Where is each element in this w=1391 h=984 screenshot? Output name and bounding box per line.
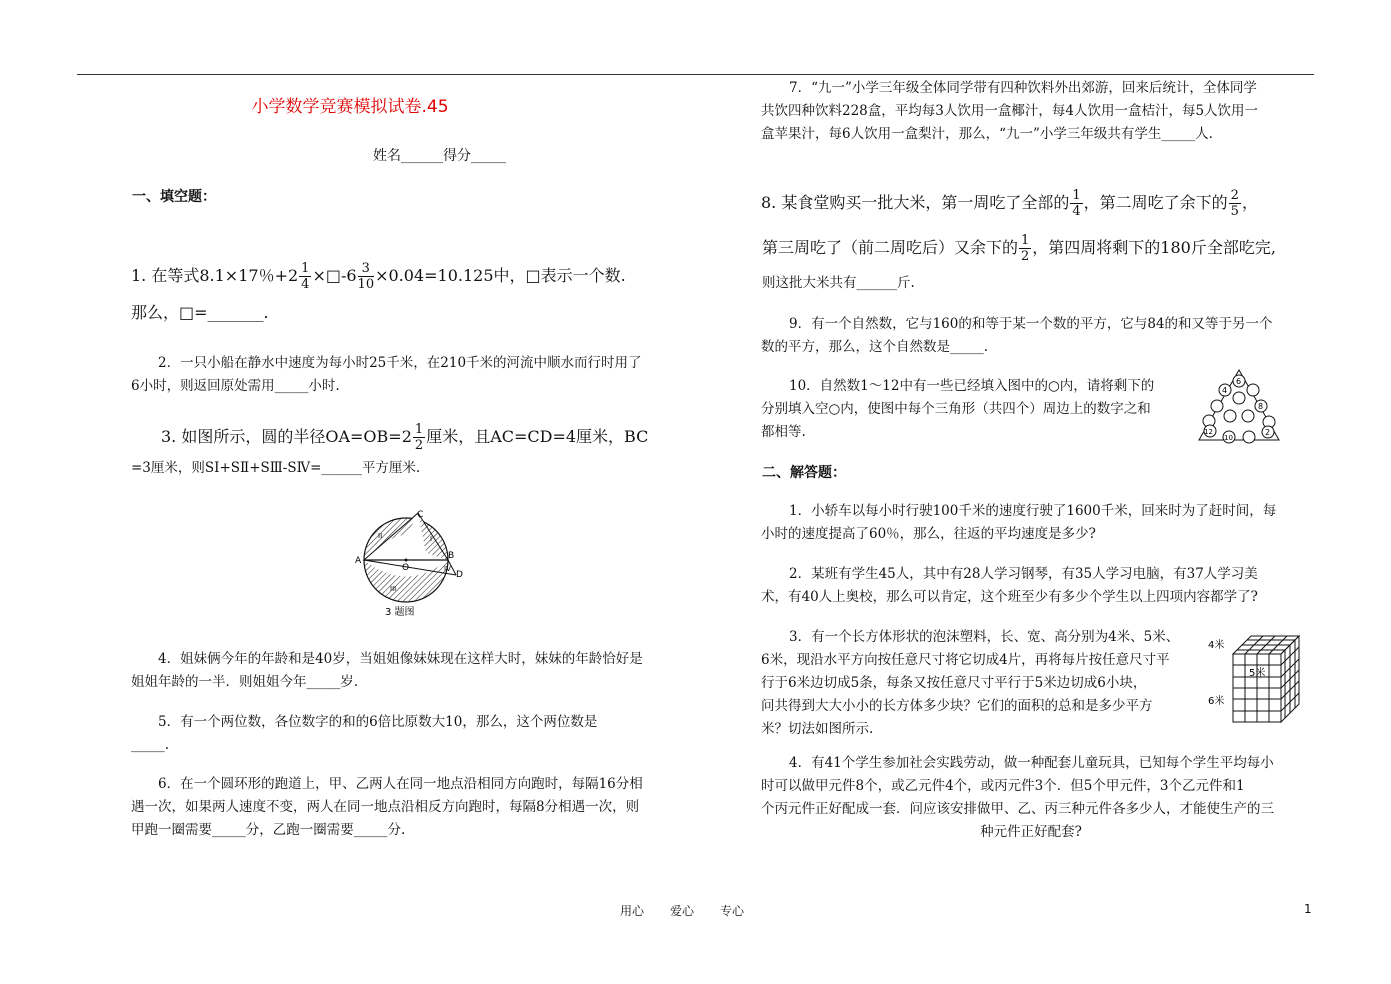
label-iii: III [390, 585, 397, 593]
footer-text-mid: 爱心 [670, 904, 695, 918]
name-score-line: 姓名______得分_____ [373, 148, 506, 164]
label-5m: 5米 [1249, 668, 1266, 679]
q1-fraction-1: $\frac{1}{4}$ [301, 261, 310, 292]
question-1-line1: 1. 在等式8.1×17％+2 $\frac{1}{4}$ ×□-6 $\frac{3}{10}$ ×0.04=10.125中，□表示一个数. [131, 261, 626, 292]
label-b: B [448, 551, 455, 561]
question-8-line1: 8. 某食堂购买一批大米，第一周吃了全部的 $\frac{1}{4}$ ，第二周吃了余下的 $\frac{2}{5}$ ， [761, 188, 1258, 219]
question-7: 7．“九一”小学三年级全体同学带有四种饮料外出郊游，回来后统计，全体同学 共饮四种饮料228盒，平均每3人饮用一盒椰汁，每4人饮用一盒桔汁，每5人饮用一 盒苹果汁，每6人饮用一盒梨汁，那么，“九一”小学三年级共有学生_____人. [761, 80, 1259, 142]
circle-number-8: 8 [1258, 402, 1264, 411]
solve-question-4: 4．有41个学生参加社会实践劳动，做一种配套儿童玩具，已知每个学生平均每小 时可以做甲元件8个，或乙元件4个，或丙元件3个．但5个甲元件，3个乙元件和1 个丙元件正好配成一套．问应该安排做甲、乙、丙三种元件各多少人，才能使生产的三 种元件正好配套? [761, 755, 1274, 840]
label-ii: II [378, 532, 383, 540]
cuboid-figure [1207, 632, 1307, 727]
label-4m: 4米 [1208, 640, 1225, 651]
triangle-figure [1195, 366, 1283, 444]
circle-number-4: 4 [1222, 386, 1228, 395]
question-3-line2: =3厘米，则SⅠ+SⅡ+SⅢ-SⅣ=______平方厘米. [131, 460, 421, 476]
circle-number-10: 10 [1224, 434, 1233, 442]
footer-text-left: 用心 [620, 904, 645, 918]
solve-question-1: 1．小轿车以每小时行驶100千米的速度行驶了1600千米，回来时为了赶时间，每 小时的速度提高了60％，那么，往返的平均速度是多少? [761, 503, 1277, 542]
question-8-line2: 第三周吃了（前二周吃后）又余下的 $\frac{1}{2}$ ，第四周将剩下的180斤全部吃完, [762, 233, 1276, 264]
label-i: I [430, 535, 433, 543]
question-2: 2．一只小船在静水中速度为每小时25千米，在210千米的河流中顺水而行时用了 6小时，则返回原处需用_____小时. [131, 355, 642, 394]
page-title: 小学数学竞赛模拟试卷.45 [251, 97, 449, 117]
footer-text-right: 专心 [720, 904, 745, 918]
header-rule [77, 74, 1314, 75]
circle-number-6: 6 [1236, 377, 1242, 386]
q3-fraction: $\frac{1}{2}$ [414, 422, 424, 453]
section-solve-heading: 二、解答题： [762, 465, 846, 481]
q8-fraction-1: $\frac{1}{4}$ [1072, 188, 1081, 219]
question-5: 5．有一个两位数，各位数字的和的6倍比原数大10，那么，这个两位数是 _____. [131, 714, 598, 753]
question-6: 6．在一个圆环形的跑道上，甲、乙两人在同一地点沿相同方向跑时，每隔16分相 遇一次，如果两人速度不变，两人在同一地点沿相反方向跑时，每隔8分相遇一次，则 甲跑一圈需要_____分，乙跑一圈需要_____分. [131, 776, 643, 838]
figure-caption: 3 题图 [385, 607, 415, 618]
label-c: C [417, 510, 424, 520]
circle-number-12: 12 [1204, 428, 1213, 436]
section-fill-heading: 一、填空题： [132, 189, 216, 205]
q1-fraction-2: $\frac{3}{10}$ [357, 261, 375, 292]
label-iv: IV [444, 565, 451, 573]
label-d: D [456, 570, 463, 580]
label-a: A [355, 556, 362, 566]
page-number: 1 [1304, 902, 1312, 916]
question-9: 9．有一个自然数，它与160的和等于某一个数的平方，它与84的和又等于另一个 数的平方，那么，这个自然数是_____. [761, 316, 1273, 355]
question-10: 10．自然数1～12中有一些已经填入图中的○内，请将剩下的 分别填入空○内，使图中每个三角形（共四个）周边上的数字之和 都相等. [761, 378, 1155, 440]
q8-fraction-2: $\frac{2}{5}$ [1230, 188, 1239, 219]
label-o: O [402, 563, 410, 573]
circle-number-2: 2 [1265, 428, 1271, 437]
question-4: 4．姐妹俩今年的年龄和是40岁，当姐姐像妹妹现在这样大时，妹妹的年龄恰好是 姐姐年龄的一半．则姐姐今年_____岁. [131, 651, 643, 690]
circle-figure [352, 505, 472, 620]
solve-question-2: 2．某班有学生45人，其中有28人学习钢琴，有35人学习电脑，有37人学习美 术，有40人上奥校，那么可以肯定，这个班至少有多少个学生以上四项内容都学了? [761, 566, 1258, 605]
q8-fraction-3: $\frac{1}{2}$ [1021, 233, 1030, 264]
label-6m: 6米 [1208, 696, 1225, 707]
question-8-line3: 则这批大米共有______斤. [762, 275, 915, 291]
question-3-line1: 3. 如图所示，圆的半径OA=OB=2 $\frac{1}{2}$ 厘米，且AC=CD=4厘米，BC [161, 422, 649, 453]
solve-question-3: 3．有一个长方体形状的泡沫塑料，长、宽、高分别为4米、5米、 6米，现沿水平方向按任意尺寸将它切成4片，再将每片按任意尺寸平 行于6米边切成5条，每条又按任意尺寸平行于5米边切成6小块， 问共得到大大小小的长方体多少块？它们的面积的总和是多少平方 米？切法如图所示. [761, 629, 1180, 737]
question-1-line2: 那么，□=_______. [131, 303, 269, 322]
